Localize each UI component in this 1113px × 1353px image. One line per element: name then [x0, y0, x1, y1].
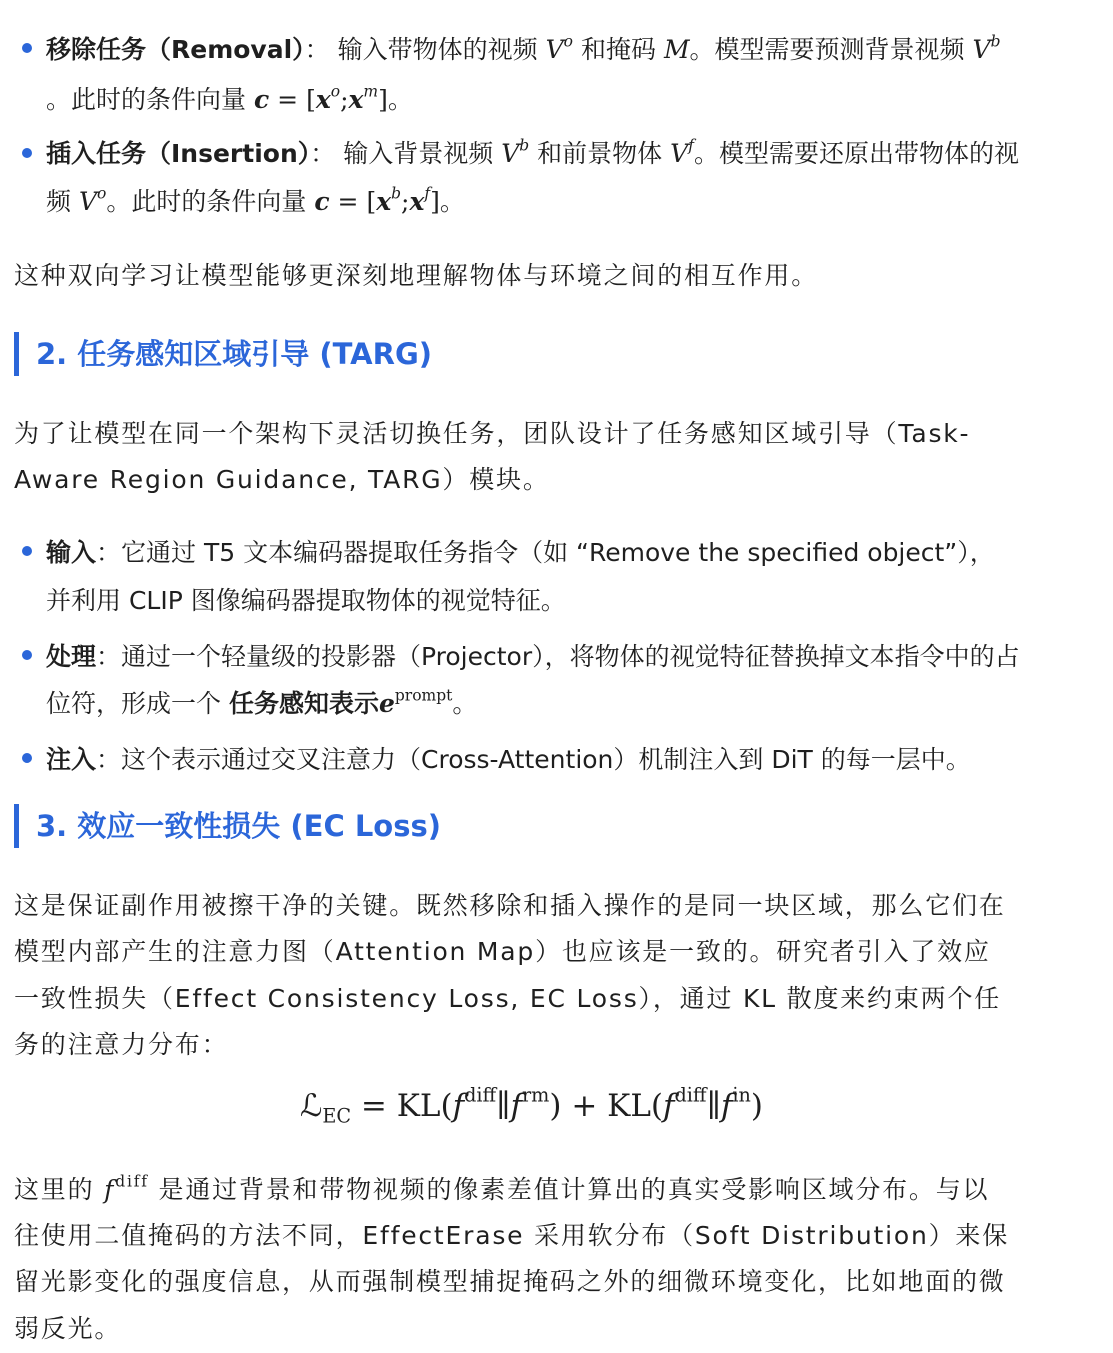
math-V-b: $V^b$ [501, 136, 530, 168]
math-V-o: $V^o$ [78, 184, 107, 216]
process-line-2: 位符，形成一个 任务感知表示$e^{prompt}$。 [46, 686, 478, 718]
ec-loss-equation: ℒ$_{EC}$ = $KL(f^{diff}\parallel f^{rm})$ + $KL(f^{diff}\parallel f^{in})$ [300, 1083, 764, 1128]
bullet-dot [22, 148, 32, 158]
math-V-f: $V^f$ [670, 136, 694, 168]
ec-para-line-4: 务的注意力分布： [14, 1030, 229, 1059]
insertion-line-2: 频 $V^o$。此时的条件向量 $c = [x^b;x^f]$。 [46, 184, 465, 216]
bullet-dot [22, 43, 32, 53]
removal-line-1: 移除任务（Removal）： 输入带物体的视频 $V^o$ 和掩码 M。模型需要预测背景视频 $V^b$ [46, 32, 1001, 64]
inject-line: 注入：这个表示通过交叉注意力（Cross-Attention）机制注入到 DiT 的每一层中。 [46, 745, 971, 774]
math-V-b: $V^b$ [972, 32, 1001, 64]
process-line-1: 处理：通过一个轻量级的投影器（Projector），将物体的视觉特征替换掉文本指令中的占 [46, 642, 1020, 671]
insertion-label: 插入任务（Insertion） [46, 139, 311, 168]
section-heading-ec-loss: 3. 效应一致性损失 (EC Loss) [14, 804, 441, 848]
tail-line-4: 弱反光。 [14, 1314, 122, 1343]
input-line-2: 并利用 CLIP 图像编码器提取物体的视觉特征。 [46, 586, 566, 615]
paragraph-bidirectional: 这种双向学习让模型能够更深刻地理解物体与环境之间的相互作用。 [14, 261, 819, 290]
targ-para-line-2: Aware Region Guidance, TARG）模块。 [14, 465, 550, 494]
bullet-dot [22, 650, 32, 660]
input-line-1: 输入：它通过 T5 文本编码器提取任务指令（如 “Remove the specified object”）， [46, 538, 995, 567]
insertion-line-1: 插入任务（Insertion）： 输入背景视频 $V^b$ 和前景物体 $V^f$。模型需要还原出带物体的视 [46, 136, 1019, 168]
math-condition-vector: $c = [x^o;x^m]$ [253, 82, 388, 114]
targ-para-line-1: 为了让模型在同一个架构下灵活切换任务，团队设计了任务感知区域引导（Task- [14, 419, 971, 448]
math-condition-vector: $c = [x^b;x^f]$ [314, 184, 440, 216]
removal-label: 移除任务（Removal） [46, 35, 305, 64]
tail-line-1: 这里的 $f^{diff}$ 是通过背景和带物视频的像素差值计算出的真实受影响区域分布。与以 [14, 1172, 990, 1204]
section-heading-targ: 2. 任务感知区域引导 (TARG) [14, 332, 432, 376]
ec-para-line-1: 这是保证副作用被擦干净的关键。既然移除和插入操作的是同一块区域，那么它们在 [14, 891, 1006, 920]
ec-para-line-3: 一致性损失（Effect Consistency Loss, EC Loss），通过 KL 散度来约束两个任 [14, 984, 1002, 1013]
math-V-o: $V^o$ [545, 32, 574, 64]
removal-line-2: 。此时的条件向量 $c = [x^o;x^m]$。 [46, 82, 413, 114]
ec-para-line-2: 模型内部产生的注意力图（Attention Map）也应该是一致的。研究者引入了效应 [14, 937, 991, 966]
tail-line-2: 往使用二值掩码的方法不同，EffectErase 采用软分布（Soft Distribution）来保 [14, 1221, 1009, 1250]
bullet-dot [22, 753, 32, 763]
math-M: M [663, 35, 690, 64]
tail-line-3: 留光影变化的强度信息，从而强制模型捕捉掩码之外的细微环境变化，比如地面的微 [14, 1267, 1006, 1296]
bullet-dot [22, 546, 32, 556]
